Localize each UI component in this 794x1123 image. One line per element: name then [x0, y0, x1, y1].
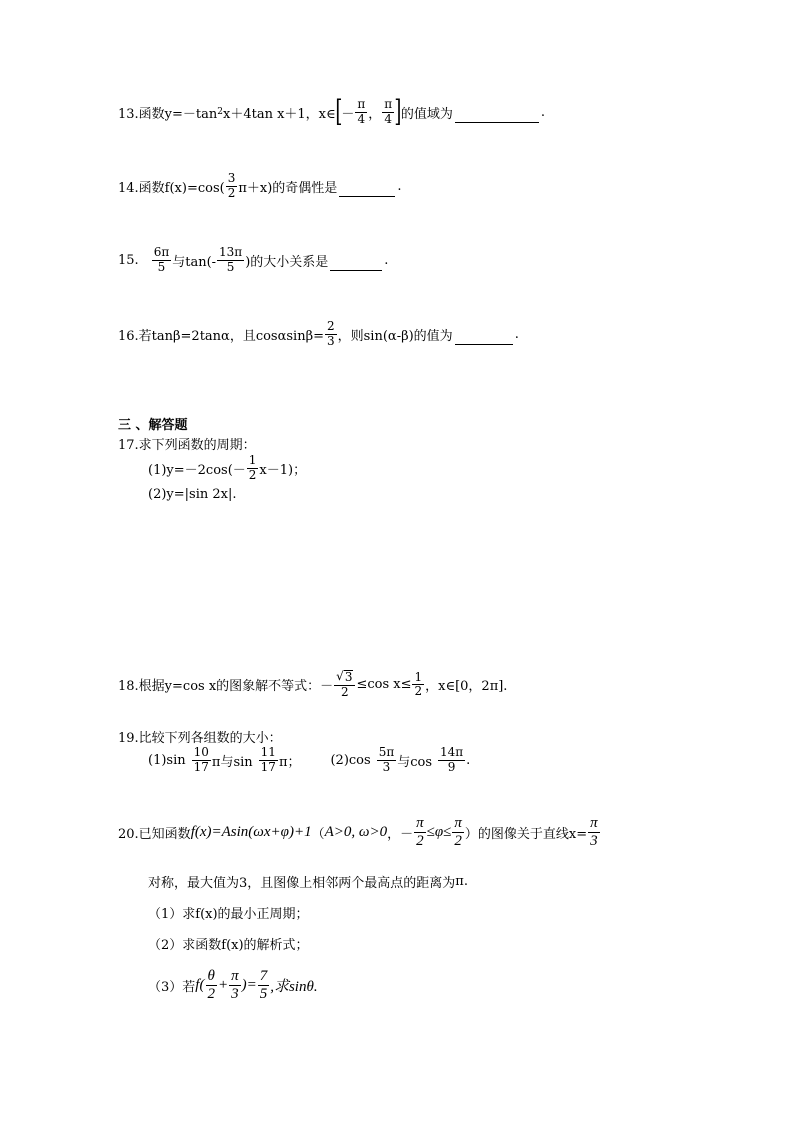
- question-20: [118, 815, 601, 851]
- q20-cond-sep: ，－: [387, 827, 414, 843]
- q18-frac-1: √ 3 2: [334, 670, 355, 700]
- q20-line2-end: π.: [455, 874, 468, 889]
- q14-frac: $\frac{3}{2}$: [227, 171, 236, 200]
- q20-cond-close: ）的图像关于直线x=: [464, 827, 588, 843]
- q20-line2-text: 对称，最大值为3，且图像上相邻两个最高点的距离为: [148, 876, 456, 891]
- q14-mid: π＋x)的奇偶性是: [238, 180, 338, 196]
- q20-frac-theta: $\frac{\theta}{2}$: [207, 968, 215, 1003]
- q20-frac-1: $\frac{\pi}{2}$: [416, 815, 424, 850]
- q16-end: .: [514, 326, 519, 342]
- sqrt-symbol: √ 3: [336, 669, 353, 684]
- q19-p1-b: π与sin: [211, 754, 253, 770]
- q20-condition: A>0, ω>0: [324, 824, 388, 841]
- q16-prefix: 16.若tanβ=2tanα，且cosαsinβ=: [118, 328, 324, 344]
- q14-answer-blank[interactable]: [339, 195, 395, 197]
- q20-cond-open: （: [311, 827, 325, 843]
- q18-prefix: 18.根据y=cos x的图象解不等式：－: [118, 679, 334, 695]
- q16-frac: $\frac{2}{3}$: [327, 319, 335, 348]
- q18-mid: ≤cos x≤: [356, 677, 412, 693]
- q15-prefix: 15.: [118, 252, 139, 268]
- q19-p2-c: .: [466, 752, 471, 768]
- q19-title: 19.比较下列各组数的大小：: [118, 731, 282, 746]
- section-title: 三 、解答题: [118, 418, 188, 433]
- q20-p3-end: ,求sinθ.: [270, 979, 318, 996]
- q16-answer-blank[interactable]: [455, 343, 513, 345]
- q17-p1-suffix: x－1)；: [259, 462, 307, 478]
- q13-answer-blank[interactable]: [455, 121, 539, 123]
- q19-p2-a: (2)cos: [330, 752, 371, 768]
- q19-frac-1: $\frac{10}{17}$: [193, 745, 209, 774]
- q13-prefix: 13.函数y=－tan: [118, 106, 218, 122]
- q15-suffix: )的大小关系是: [245, 254, 329, 270]
- question-13: [118, 94, 546, 129]
- question-18: [118, 670, 507, 700]
- q20-frac-75: $\frac{7}{5}$: [259, 968, 268, 1003]
- q17-frac: $\frac{1}{2}$: [248, 453, 257, 482]
- q20-frac-3: $\frac{\pi}{3}$: [590, 815, 598, 850]
- q20-part-3: [148, 968, 318, 1004]
- q15-frac-1: $\frac{6\pi}{5}$: [153, 245, 170, 274]
- q15-frac-2: $\frac{13\pi}{5}$: [219, 245, 243, 274]
- q20-prefix: 20.已知函数: [118, 827, 191, 843]
- q17-title: 17.求下列函数的周期：: [118, 438, 256, 453]
- q13-suffix: 的值域为: [400, 106, 453, 122]
- q20-function: f(x)=Asin(ωx+φ)+1: [190, 824, 312, 841]
- q13-mid: x＋4tan x＋1，x∈: [223, 106, 336, 122]
- question-16: [118, 320, 519, 349]
- q13-end: .: [540, 104, 546, 120]
- q19-p1-c: π；: [278, 754, 301, 770]
- q20-frac-pi3: $\frac{\pi}{3}$: [231, 968, 239, 1003]
- q15-mid: 与tan(-: [172, 254, 217, 270]
- q20-part-1: （1）求f(x)的最小正周期；: [148, 907, 309, 922]
- q19-parts: [148, 746, 470, 775]
- q17-part-1: [148, 454, 306, 483]
- q15-end: .: [384, 252, 389, 268]
- q13-sep: ，: [368, 106, 382, 122]
- q20-part-2: （2）求函数f(x)的解析式；: [148, 938, 309, 953]
- q20-phi-relation: ≤φ≤: [426, 824, 452, 841]
- q13-sup: 2: [217, 107, 223, 117]
- q20-plus: +: [217, 977, 229, 994]
- q19-p1-a: (1)sin: [148, 752, 186, 768]
- q19-frac-3: $\frac{5\pi}{3}$: [378, 745, 395, 774]
- q19-frac-4: $\frac{14\pi}{9}$: [440, 745, 464, 774]
- right-bracket: ]: [394, 94, 402, 129]
- q20-p3-close: )=: [241, 977, 257, 994]
- q20-p3-f: f(: [195, 977, 205, 994]
- left-bracket: [: [334, 94, 343, 129]
- q19-frac-2: $\frac{11}{17}$: [260, 745, 276, 774]
- q14-prefix: 14.函数f(x)=cos(: [118, 180, 225, 196]
- q16-suffix: ，则sin(α-β)的值为: [337, 328, 453, 344]
- q20-p3-a: （3）若: [148, 980, 196, 996]
- q15-answer-blank[interactable]: [330, 269, 382, 271]
- q18-suffix: ，x∈[0，2π].: [425, 679, 508, 695]
- q13-minus: －: [341, 106, 355, 122]
- q20-line-2: [148, 872, 468, 891]
- q17-part-2: (2)y=|sin 2x|.: [148, 487, 237, 502]
- question-15: [118, 246, 388, 275]
- q20-frac-2: $\frac{\pi}{2}$: [454, 815, 462, 850]
- q14-end: .: [397, 178, 402, 194]
- q18-frac-2: $\frac{1}{2}$: [414, 669, 423, 699]
- q19-p2-b: 与cos: [397, 754, 432, 770]
- q17-p1-prefix: (1)y=－2cos(－: [148, 462, 246, 478]
- question-14: [118, 172, 401, 201]
- q13-frac-1: $\frac{\pi}{4}$: [357, 96, 366, 126]
- q13-frac-2: $\frac{\pi}{4}$: [384, 96, 393, 126]
